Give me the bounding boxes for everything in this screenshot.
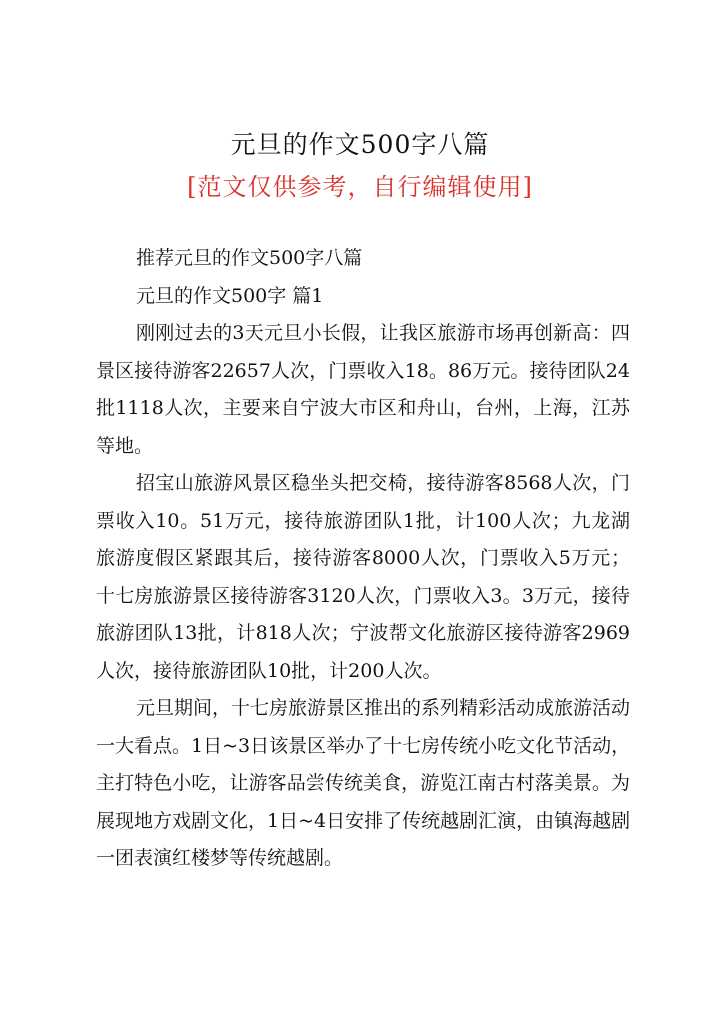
paragraph-line: 景区接待游客22657人次，门票收入18。86万元。接待团队24 (96, 359, 630, 382)
paragraph-line: 主打特色小吃，让游客品尝传统美食，游览江南古村落美景。为 (96, 772, 630, 794)
recommend-line: 推荐元旦的作文500字八篇 (136, 247, 363, 269)
paragraph-1 (96, 315, 630, 465)
paragraph-line: 展现地方戏剧文化，1日~4日安排了传统越剧汇演，由镇海越剧 (96, 809, 631, 832)
paragraph-line: 批1118人次，主要来自宁波大市区和舟山，台州，上海，江苏 (96, 397, 630, 419)
paragraph-line: 一大看点。1日~3日该景区举办了十七房传统小吃文化节活动， (96, 734, 631, 757)
paragraph-3 (96, 690, 630, 878)
paragraph-line: 刚刚过去的3天元旦小长假，让我区旅游市场再创新高：四 (136, 322, 630, 344)
paragraph-line: 元旦期间，十七房旅游景区推出的系列精彩活动成旅游活动 (136, 697, 631, 719)
section-heading: 元旦的作文500字 篇1 (136, 284, 324, 307)
paragraph-line: 招宝山旅游风景区稳坐头把交椅，接待游客8568人次，门 (136, 472, 630, 494)
paragraph-line: 十七房旅游景区接待游客3120人次，门票收入3。3万元，接待 (96, 584, 630, 607)
document-body (96, 240, 630, 878)
paragraph-line: 旅游度假区紧跟其后，接待游客8000人次，门票收入5万元； (96, 547, 630, 569)
paragraph-line: 旅游团队13批，计818人次；宁波帮文化旅游区接待游客2969 (96, 622, 630, 644)
paragraph-line: 一团表演红楼梦等传统越剧。 (96, 847, 344, 869)
paragraph-line: 等地。 (96, 434, 154, 457)
usage-note: [范文仅供参考，自行编辑使用] (187, 173, 533, 201)
paragraph-line: 票收入10。51万元，接待旅游团队1批，计100人次；九龙湖 (96, 509, 630, 532)
paragraph-2 (96, 465, 630, 690)
document-title: 元旦的作文500字八篇 (230, 130, 490, 159)
paragraph-line: 人次，接待旅游团队10批，计200人次。 (96, 659, 442, 682)
